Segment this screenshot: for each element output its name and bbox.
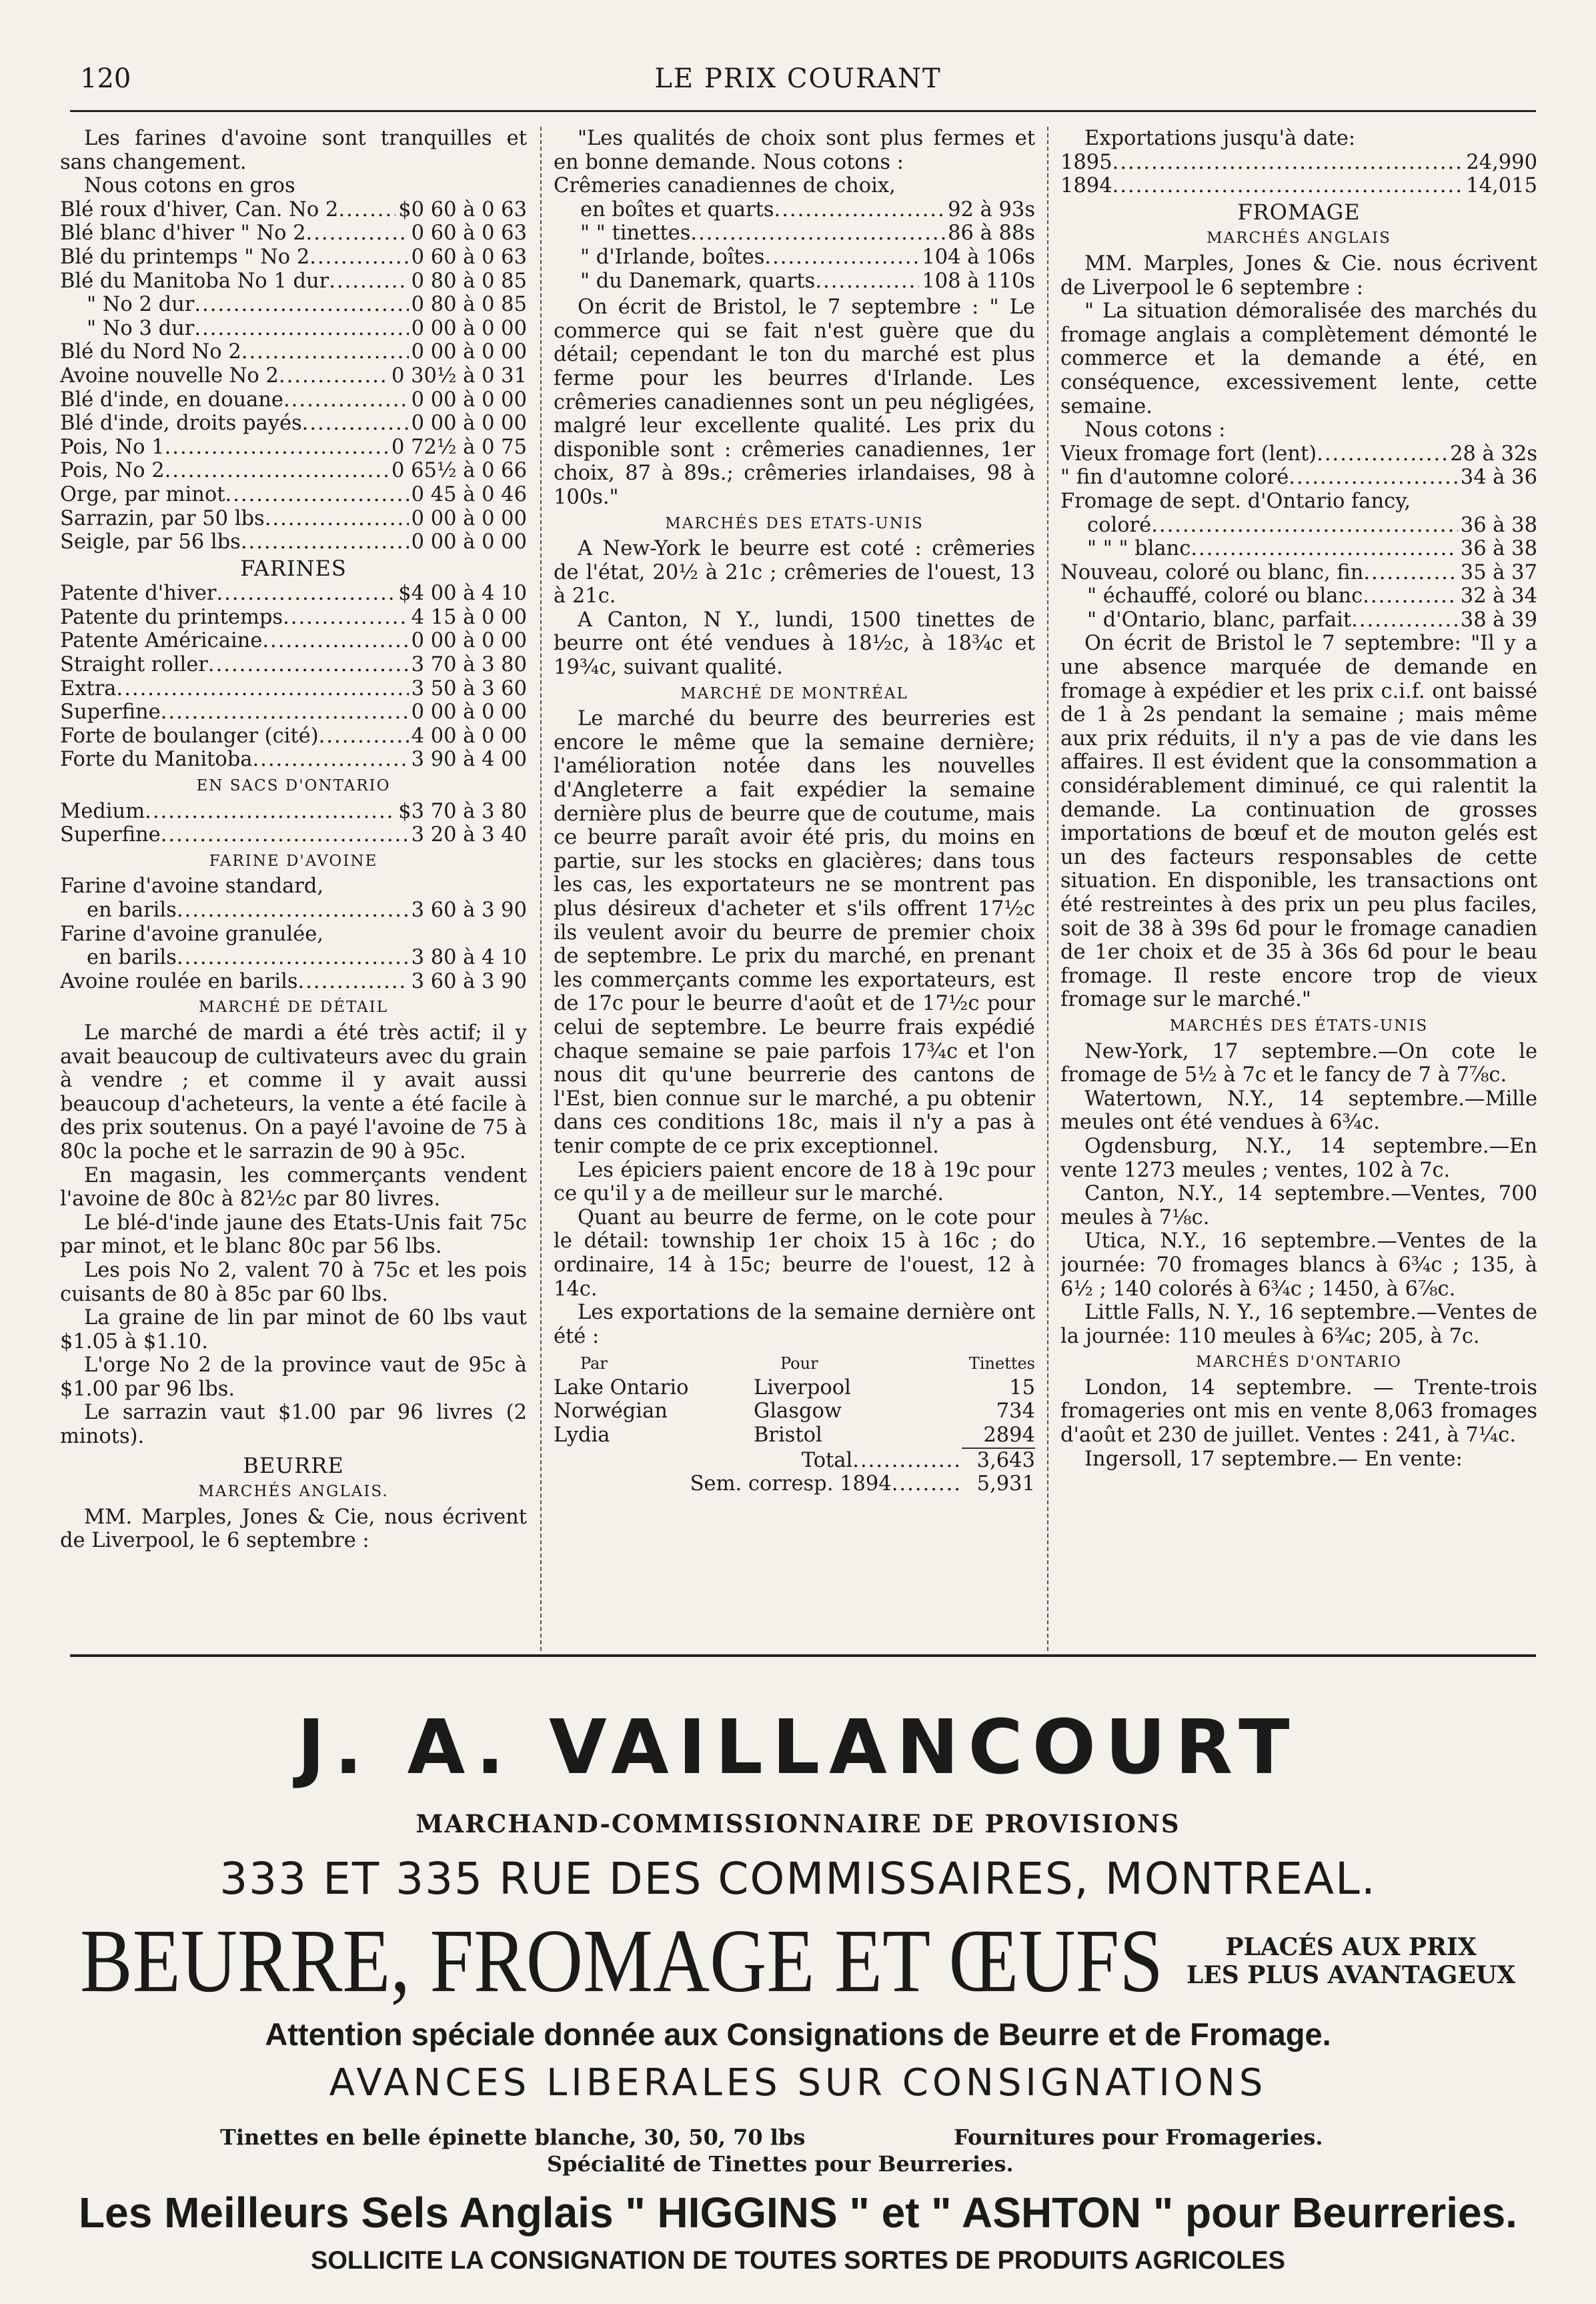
item-name: Pois, No 2 bbox=[60, 459, 165, 483]
detail-paragraphs bbox=[60, 1021, 527, 1449]
paragraph: London, 14 septembre. — Trente-trois fromageries ont mis en vente 8,063 fromages d'août et 230 de juillet. Ventes : 241, à 7¼c. bbox=[1060, 1375, 1537, 1448]
item-price: 14,015 bbox=[1466, 174, 1537, 198]
item-name: Straight roller bbox=[60, 653, 208, 677]
price-row bbox=[60, 823, 527, 847]
item-price: 92 à 93s bbox=[948, 197, 1035, 221]
item-price: 0 45 à 0 46 bbox=[411, 482, 527, 506]
item-price: 0 30½ à 0 31 bbox=[391, 364, 527, 388]
export-table-header bbox=[554, 1352, 1035, 1376]
leader-dots bbox=[165, 436, 389, 460]
item-name: Medium bbox=[60, 799, 145, 823]
detail-heading: MARCHÉ DE DÉTAIL bbox=[198, 999, 389, 1017]
leader-dots bbox=[194, 317, 408, 341]
price-row bbox=[60, 269, 527, 294]
leader-dots bbox=[161, 823, 409, 847]
paragraph: Quant au beurre de ferme, on le cote pour le détail: township 1er choix 15 à 16c ; do ordinaire, 14 à 15c; beurre de l'ouest, 12 à 14c. bbox=[554, 1205, 1035, 1301]
cremeries-label: Crêmeries canadiennes de choix, bbox=[554, 174, 896, 198]
leader-dots bbox=[177, 899, 409, 923]
item-price: 28 à 32s bbox=[1450, 442, 1537, 466]
leader-dots bbox=[1190, 537, 1457, 561]
paragraph: Le marché de mardi a été très actif; il y avait beaucoup de cultivateurs avec du grain à vendre ; et comme il y avait aussi beaucoup d'acheteurs, la vente a été facile à des prix soutenus. On a payé l'avoine de 75 à 80c la poche et le sarrazin de 90 à 95c. bbox=[60, 1021, 527, 1163]
leader-dots bbox=[283, 606, 409, 630]
paragraph: Le blé-d'inde jaune des Etats-Unis fait 75c par minot, et le blanc 80c par 56 lbs. bbox=[60, 1211, 527, 1259]
leader-dots bbox=[1363, 561, 1457, 585]
item-price: 104 à 106s bbox=[922, 245, 1035, 269]
item-price: 36 à 38 bbox=[1460, 513, 1537, 537]
column-2 bbox=[554, 127, 1035, 1651]
item-price: $0 60 à 0 63 bbox=[398, 197, 527, 221]
price-row bbox=[1060, 537, 1537, 561]
item-name: 1894 bbox=[1060, 174, 1112, 198]
item-name: Blé roux d'hiver, Can. No 2 bbox=[60, 197, 339, 221]
page-header bbox=[40, 63, 1556, 103]
price-row bbox=[60, 606, 527, 630]
price-row bbox=[60, 677, 527, 701]
quantity: 734 bbox=[996, 1399, 1035, 1423]
item-name: " No 2 dur bbox=[87, 293, 195, 317]
item-price: 34 à 36 bbox=[1460, 466, 1537, 490]
quantity: 15 bbox=[1009, 1375, 1035, 1399]
item-price: 3 60 à 3 90 bbox=[411, 899, 527, 922]
ontario-heading: EN SACS D'ONTARIO bbox=[196, 777, 391, 795]
price-row bbox=[60, 970, 527, 994]
ad-role: MARCHAND-COMMISSIONNAIRE DE PROVISIONS bbox=[416, 1809, 1180, 1838]
eu-heading: MARCHÉS DES ETATS-UNIS bbox=[665, 514, 924, 532]
price-row bbox=[60, 388, 527, 412]
ad-attention: Attention spéciale donnée aux Consignations de Beurre et de Fromage. bbox=[265, 2017, 1331, 2052]
leader-dots bbox=[283, 388, 409, 412]
price-row bbox=[60, 483, 527, 507]
item-price: 0 00 à 0 00 bbox=[411, 388, 527, 412]
item-price: $4 00 à 4 10 bbox=[398, 582, 527, 606]
item-price: 3 20 à 3 40 bbox=[411, 823, 527, 847]
price-row bbox=[60, 530, 527, 554]
item-name: Sarrazin, par 50 lbs bbox=[60, 506, 265, 530]
leader-dots bbox=[774, 198, 946, 222]
item-price: 35 à 37 bbox=[1460, 560, 1537, 584]
paragraph: En magasin, les commerçants vendent l'avoine de 80c à 82½c par 80 livres. bbox=[60, 1163, 527, 1211]
price-row bbox=[60, 412, 527, 436]
destination: Liverpool bbox=[754, 1375, 851, 1399]
price-row bbox=[60, 317, 527, 341]
eu-paragraphs-3 bbox=[1060, 1040, 1537, 1349]
item-price: 3 80 à 4 10 bbox=[411, 946, 527, 970]
paragraph: Utica, N.Y., 16 septembre.—Ventes de la journée: 70 fromages blancs à 6¾c ; 135, à 6½ ; 140 colorés à 6¾c ; 1450, à 6⅞c. bbox=[1060, 1229, 1537, 1301]
item-name: Seigle, par 56 lbs bbox=[60, 530, 241, 554]
leader-dots bbox=[117, 677, 409, 701]
ontario-price-list bbox=[60, 800, 527, 847]
item-price: 24,990 bbox=[1466, 150, 1537, 174]
nous-cotons-3: Nous cotons : bbox=[1084, 418, 1226, 442]
leader-dots bbox=[1289, 466, 1458, 490]
sem-value: 5,931 bbox=[976, 1472, 1035, 1496]
item-name: " fin d'automne coloré bbox=[1060, 466, 1289, 490]
ad-company-name: J. A. VAILLANCOURT bbox=[297, 1704, 1299, 1791]
paragraph: Le sarrazin vaut $1.00 par 96 livres (2 minots). bbox=[60, 1401, 527, 1449]
marples-text: MM. Marples, Jones & Cie, nous écrivent de Liverpool, le 6 septembre : bbox=[60, 1505, 527, 1553]
ad-sels: Les Meilleurs Sels Anglais " HIGGINS " et " ASHTON " pour Beurreries. bbox=[79, 2189, 1517, 2237]
item-name: " No 3 dur bbox=[87, 316, 195, 340]
price-row bbox=[1060, 561, 1537, 585]
oat-item-label: Farine d'avoine granulée, bbox=[60, 922, 323, 946]
item-name: " d'Irlande, boîtes bbox=[580, 245, 765, 269]
nous-cotons: Nous cotons en gros bbox=[84, 174, 295, 198]
price-row bbox=[60, 245, 527, 269]
item-name: Nouveau, coloré ou blanc, fin bbox=[1060, 560, 1364, 584]
item-name: Patente Américaine bbox=[60, 629, 263, 653]
item-name: Avoine roulée en barils bbox=[60, 969, 298, 993]
item-name: Blé blanc d'hiver " No 2 bbox=[60, 221, 306, 245]
price-row bbox=[60, 507, 527, 531]
leader-dots bbox=[764, 245, 919, 269]
leader-dots bbox=[208, 653, 409, 677]
leader-dots bbox=[1351, 608, 1458, 632]
item-name: Pois, No 1 bbox=[60, 435, 165, 459]
bristol-text: On écrit de Bristol, le 7 septembre : " Le commerce qui se fait n'est guère que du détail; cependant le ton du marché est plus ferme pour les beurres d'Irlande. Les crêmeries canadiennes sont un peu négligées, malgré leur excellente qualité. Les prix du disponible sont : crêmeries canadiennes, 1er choix, 87 à 89s.; crêmeries irlandaises, 98 à 100s." bbox=[554, 296, 1035, 509]
paragraph: Canton, N.Y., 14 septembre.—Ventes, 700 meules à 7⅛c. bbox=[1060, 1182, 1537, 1229]
ontario-markets-heading: MARCHÉS D'ONTARIO bbox=[1196, 1353, 1402, 1371]
item-name: " " tinettes bbox=[580, 221, 691, 245]
avoine-heading: FARINE D'AVOINE bbox=[209, 852, 378, 870]
item-name: Orge, par minot bbox=[60, 482, 225, 506]
columns bbox=[60, 127, 1537, 1651]
column-3 bbox=[1060, 127, 1537, 1651]
price-row bbox=[1060, 608, 1537, 632]
item-name: " " " blanc bbox=[1087, 537, 1191, 561]
price-row bbox=[60, 946, 527, 970]
paragraph: Ogdensburg, N.Y., 14 septembre.—En vente 1273 meules ; ventes, 102 à 7c. bbox=[1060, 1134, 1537, 1182]
montreal-paragraphs bbox=[554, 707, 1035, 1348]
sem-row: Sem. corresp. 1894 ......... 5,931 bbox=[690, 1472, 1035, 1496]
leader-dots bbox=[241, 340, 409, 364]
ad-main: BEURRE, FROMAGE ET ŒUFS bbox=[80, 1910, 1163, 2011]
header-rule bbox=[70, 110, 1536, 112]
price-row bbox=[60, 724, 527, 748]
ad-rule bbox=[70, 1654, 1536, 1657]
item-price: 0 00 à 0 00 bbox=[411, 530, 527, 554]
leader-dots bbox=[252, 748, 408, 772]
ad-tinettes: Tinettes en belle épinette blanche, 30, 50, 70 lbs bbox=[220, 2125, 806, 2150]
price-row bbox=[554, 221, 1035, 245]
leader-dots bbox=[145, 800, 395, 824]
paragraph: L'orge No 2 de la province vaut de 95c à $1.00 par 96 lbs. bbox=[60, 1353, 527, 1401]
anglais-heading-3: MARCHÉS ANGLAIS bbox=[1207, 229, 1391, 247]
item-price: 0 00 à 0 00 bbox=[411, 340, 527, 364]
item-price: 0 60 à 0 63 bbox=[411, 221, 527, 245]
item-price: 3 90 à 4 00 bbox=[411, 748, 527, 772]
paragraph: La graine de lin par minot de 60 lbs vaut $1.05 à $1.10. bbox=[60, 1306, 527, 1353]
item-name: en barils bbox=[87, 899, 177, 922]
price-row bbox=[1060, 151, 1537, 175]
ad-avances: AVANCES LIBERALES SUR CONSIGNATIONS bbox=[329, 2061, 1267, 2105]
ad-specialite: Spécialité de Tinettes pour Beurreries. bbox=[547, 2151, 1014, 2177]
price-row bbox=[60, 653, 527, 677]
item-price: 0 00 à 0 00 bbox=[411, 629, 527, 653]
item-price: 4 15 à 0 00 bbox=[411, 605, 527, 629]
oat-flour-price-list bbox=[60, 875, 527, 993]
column-1 bbox=[60, 127, 527, 1651]
price-row bbox=[554, 269, 1035, 294]
leader-dots bbox=[298, 970, 409, 994]
ship-name: Lake Ontario bbox=[554, 1375, 689, 1399]
page-number: 120 bbox=[80, 63, 131, 94]
item-price: 0 00 à 0 00 bbox=[411, 316, 527, 340]
ship-name: Norwégian bbox=[554, 1399, 668, 1423]
exports-to-date bbox=[1060, 151, 1537, 198]
paragraph: Watertown, N.Y., 14 septembre.—Mille meules ont été vendues à 6¾c. bbox=[1060, 1087, 1537, 1135]
price-row bbox=[1060, 442, 1537, 466]
item-price: 0 80 à 0 85 bbox=[411, 293, 527, 317]
fromage-heading: FROMAGE bbox=[1237, 199, 1361, 225]
item-name: Superfine bbox=[60, 823, 161, 847]
item-name: Blé du Manitoba No 1 dur bbox=[60, 269, 329, 293]
export-row bbox=[554, 1399, 1035, 1423]
price-row bbox=[1060, 514, 1537, 538]
item-price: 0 00 à 0 00 bbox=[411, 506, 527, 530]
leader-dots bbox=[690, 221, 945, 245]
column-divider bbox=[1047, 127, 1050, 1651]
marples-text-3: MM. Marples, Jones & Cie. nous écrivent de Liverpool le 6 septembre : bbox=[1060, 251, 1537, 300]
price-row bbox=[60, 198, 527, 222]
item-price: 0 72½ à 0 75 bbox=[391, 435, 527, 459]
leader-dots bbox=[279, 364, 389, 388]
item-price: 38 à 39 bbox=[1460, 608, 1537, 632]
page-title: LE PRIX COURANT bbox=[654, 63, 942, 94]
item-name: coloré bbox=[1087, 513, 1152, 537]
oat-item-label: Farine d'avoine standard, bbox=[60, 875, 324, 899]
leader-dots bbox=[265, 507, 409, 531]
item-name: Patente d'hiver bbox=[60, 582, 217, 606]
item-price: 0 65½ à 0 66 bbox=[391, 459, 527, 483]
item-name: " d'Ontario, blanc, parfait bbox=[1087, 608, 1352, 632]
leader-dots bbox=[216, 582, 395, 606]
price-row bbox=[60, 364, 527, 388]
leader-dots bbox=[329, 269, 408, 294]
price-row bbox=[60, 436, 527, 460]
cheese-price-list-2 bbox=[1060, 514, 1537, 632]
paragraph: Les épiciers paient encore de 18 à 19c pour ce qu'il y a de meilleur sur le marché. bbox=[554, 1158, 1035, 1206]
item-name: Superfine bbox=[60, 700, 161, 724]
export-row bbox=[554, 1423, 1035, 1448]
price-row bbox=[60, 700, 527, 724]
price-row bbox=[60, 459, 527, 483]
flour-price-list bbox=[60, 582, 527, 772]
paragraph: Les exportations de la semaine dernière ont été : bbox=[554, 1301, 1035, 1348]
leader-dots bbox=[338, 198, 395, 222]
price-row bbox=[60, 800, 527, 824]
item-name: Blé du printemps " No 2 bbox=[60, 245, 310, 269]
price-row bbox=[60, 221, 527, 245]
item-price: 4 00 à 0 00 bbox=[411, 724, 527, 748]
leader-dots bbox=[815, 269, 919, 294]
item-price: 86 à 88s bbox=[948, 221, 1035, 245]
item-name: Blé d'inde, droits payés bbox=[60, 412, 302, 436]
situation-text: " La situation démoralisée des marchés du fromage anglais a complètement démonté le commerce et la demande a été, en conséquence, excessivement lente, cette semaine. bbox=[1060, 300, 1537, 418]
sem-label: Sem. corresp. 1894 bbox=[690, 1472, 892, 1496]
item-price: 3 70 à 3 80 bbox=[411, 653, 527, 677]
item-price: 0 60 à 0 63 bbox=[411, 245, 527, 269]
leader-dots bbox=[241, 530, 409, 554]
price-row bbox=[60, 340, 527, 364]
price-row bbox=[554, 198, 1035, 222]
column-divider bbox=[540, 127, 543, 1651]
price-row bbox=[60, 582, 527, 606]
item-price: 3 60 à 3 90 bbox=[411, 969, 527, 993]
price-row bbox=[60, 748, 527, 772]
leader-dots bbox=[165, 459, 389, 483]
total-value: 3,643 bbox=[976, 1448, 1035, 1472]
price-row bbox=[60, 629, 527, 653]
cheese-price-list bbox=[1060, 442, 1537, 490]
item-name: Forte de boulanger (cité) bbox=[60, 724, 319, 748]
leader-dots bbox=[1112, 174, 1464, 198]
item-name: " échauffé, coloré ou blanc bbox=[1087, 584, 1363, 608]
ontario-paragraphs bbox=[1060, 1376, 1537, 1471]
item-name: Patente du printemps bbox=[60, 605, 283, 629]
destination: Bristol bbox=[754, 1423, 822, 1448]
sept-label: Fromage de sept. d'Ontario fancy, bbox=[1060, 489, 1411, 513]
price-row bbox=[554, 245, 1035, 269]
beurre-heading: BEURRE bbox=[243, 1452, 344, 1478]
item-price: 0 80 à 0 85 bbox=[411, 269, 527, 293]
exp-date-label: Exportations jusqu'à date: bbox=[1084, 127, 1356, 150]
grain-price-list bbox=[60, 198, 527, 554]
item-name: Blé du Nord No 2 bbox=[60, 340, 241, 364]
item-name: Forte du Manitoba bbox=[60, 748, 253, 772]
item-price: 0 00 à 0 00 bbox=[411, 412, 527, 436]
leader-dots bbox=[225, 483, 408, 507]
ad-main-line bbox=[80, 1910, 1547, 2011]
anglais-heading: MARCHÉS ANGLAIS. bbox=[198, 1483, 389, 1501]
item-price: 3 50 à 3 60 bbox=[411, 676, 527, 700]
paragraph: A New-York le beurre est coté : crêmeries de l'état, 20½ à 21c ; crêmeries de l'ouest, 13 à 21c. bbox=[554, 537, 1035, 608]
item-price: $3 70 à 3 80 bbox=[398, 799, 527, 823]
farines-heading: FARINES bbox=[240, 555, 347, 581]
item-name: en barils bbox=[87, 946, 177, 970]
price-row bbox=[60, 899, 527, 923]
ad-fournitures: Fournitures pour Fromageries. bbox=[954, 2125, 1323, 2150]
leader-dots bbox=[1317, 442, 1447, 466]
ad-side-1: PLACÉS AUX PRIX bbox=[1225, 1933, 1477, 1961]
leader-dots bbox=[309, 245, 408, 269]
item-name: Blé d'inde, en douane bbox=[60, 388, 283, 412]
leader-dots bbox=[302, 412, 409, 436]
total-row: Total .............. 3,643 bbox=[801, 1448, 1035, 1472]
leader-dots bbox=[319, 724, 409, 748]
item-name: en boîtes et quarts bbox=[580, 197, 774, 221]
price-row bbox=[1060, 174, 1537, 198]
paragraph: Little Falls, N. Y., 16 septembre.—Ventes de la journée: 110 meules à 6¾c; 205, à 7c. bbox=[1060, 1301, 1537, 1348]
leader-dots bbox=[1151, 514, 1458, 538]
price-row bbox=[1060, 466, 1537, 490]
col-pour: Pour bbox=[780, 1354, 818, 1373]
price-row bbox=[60, 293, 527, 317]
quantity: 2894 bbox=[983, 1423, 1035, 1448]
leader-dots bbox=[306, 221, 409, 245]
leader-dots bbox=[194, 293, 408, 317]
price-row bbox=[1060, 584, 1537, 608]
item-price: 32 à 34 bbox=[1460, 584, 1537, 608]
col-tinettes: Tinettes bbox=[968, 1354, 1035, 1373]
item-name: Extra bbox=[60, 676, 117, 700]
item-price: 108 à 110s bbox=[922, 269, 1035, 293]
intro-text: Les farines d'avoine sont tranquilles et sans changement. bbox=[60, 127, 527, 174]
export-row bbox=[554, 1376, 1035, 1400]
paragraph: A Canton, N Y., lundi, 1500 tinettes de beurre ont été vendues à 18½c, à 18¾c et 19¾c, suivant qualité. bbox=[554, 608, 1035, 680]
item-price: 0 00 à 0 00 bbox=[411, 700, 527, 724]
item-name: " du Danemark, quarts bbox=[580, 269, 816, 293]
paragraph: Les pois No 2, valent 70 à 75c et les pois cuisants de 80 à 85c par 60 lbs. bbox=[60, 1258, 527, 1306]
ad-sollicite: SOLLICITE LA CONSIGNATION DE TOUTES SORTES DE PRODUITS AGRICOLES bbox=[311, 2247, 1285, 2275]
bristol-text-3: On écrit de Bristol le 7 septembre: "Il y a une absence marquée de demande en fromage à expédier et les prix c.i.f. ont baissé de 1 à 2s pendant la semaine ; mais même aux prix réduits, il n'y a pas de vie dans les affaires. Il est évident que la consommation a considérablement diminué, ce qui ralentit la demande. La continuation de grosses importations de bœuf et de mouton gelés est un des facteurs responsables de cette situation. En disponible, les transactions ont été restreintes à des prix un peu plus faciles, soit de 38 à 39s 6d pour le fromage canadien de 1er choix et de 35 à 36s 6d pour le beau fromage. Il reste encore trop de vieux fromage sur le marché." bbox=[1060, 632, 1537, 1012]
paragraph: New-York, 17 septembre.—On cote le fromage de 5½ à 7c et le fancy de 7 à 7⅞c. bbox=[1060, 1039, 1537, 1087]
paragraph: Le marché du beurre des beurreries est encore le même que la semaine dernière; l'amélioration notée dans les nouvelles d'Angleterre a fait expédier la semaine dernière plus de beurre que de coutume, mais ce beurre paraît avoir été pris, du moins en partie, sur les stocks en glacières; dans tous les cas, les exportateurs ne se montrent pas plus désireux d'acheter et s'ils offrent 17½c ils veulent avoir du beurre de premier choix de septembre. Le prix du marché, en prenant les commerçants comme les exportateurs, est de 17c pour le beurre d'août et de 17½c pour celui de septembre. Le beurre frais expédié chaque semaine se paie parfois 17¾c et l'on nous dit qu'une beurrerie des cantons de l'Est, bien connue sur le marché, a pu obtenir dans ces conditions 18c, mais il n'y a pas à tenir compte de ce prix exceptionnel. bbox=[554, 707, 1035, 1158]
total-label: Total bbox=[801, 1448, 853, 1472]
ad-side-2: LES PLUS AVANTAGEUX bbox=[1186, 1961, 1516, 1989]
item-name: Avoine nouvelle No 2 bbox=[60, 364, 279, 388]
paragraph: Ingersoll, 17 septembre.— En vente: bbox=[1084, 1447, 1463, 1471]
montreal-heading: MARCHÉ DE MONTRÉAL bbox=[680, 684, 908, 702]
quote-text: "Les qualités de choix sont plus fermes et en bonne demande. Nous cotons : bbox=[554, 127, 1035, 174]
item-price: 36 à 38 bbox=[1460, 537, 1537, 561]
col-par: Par bbox=[580, 1354, 608, 1373]
export-table bbox=[554, 1376, 1035, 1448]
leader-dots bbox=[177, 946, 409, 970]
leader-dots bbox=[161, 700, 409, 724]
cream-price-list bbox=[554, 198, 1035, 293]
destination: Glasgow bbox=[754, 1399, 842, 1423]
eu-heading-3: MARCHÉS DES ÉTATS-UNIS bbox=[1169, 1017, 1429, 1035]
ship-name: Lydia bbox=[554, 1423, 610, 1448]
leader-dots bbox=[1112, 151, 1464, 175]
ad-address: 333 ET 335 RUE DES COMMISSAIRES, MONTREAL. bbox=[219, 1853, 1377, 1904]
eu-paragraphs bbox=[554, 537, 1035, 680]
leader-dots bbox=[262, 629, 408, 653]
item-name: Vieux fromage fort (lent) bbox=[1060, 442, 1317, 466]
leader-dots bbox=[1363, 584, 1458, 608]
item-name: 1895 bbox=[1060, 150, 1112, 174]
